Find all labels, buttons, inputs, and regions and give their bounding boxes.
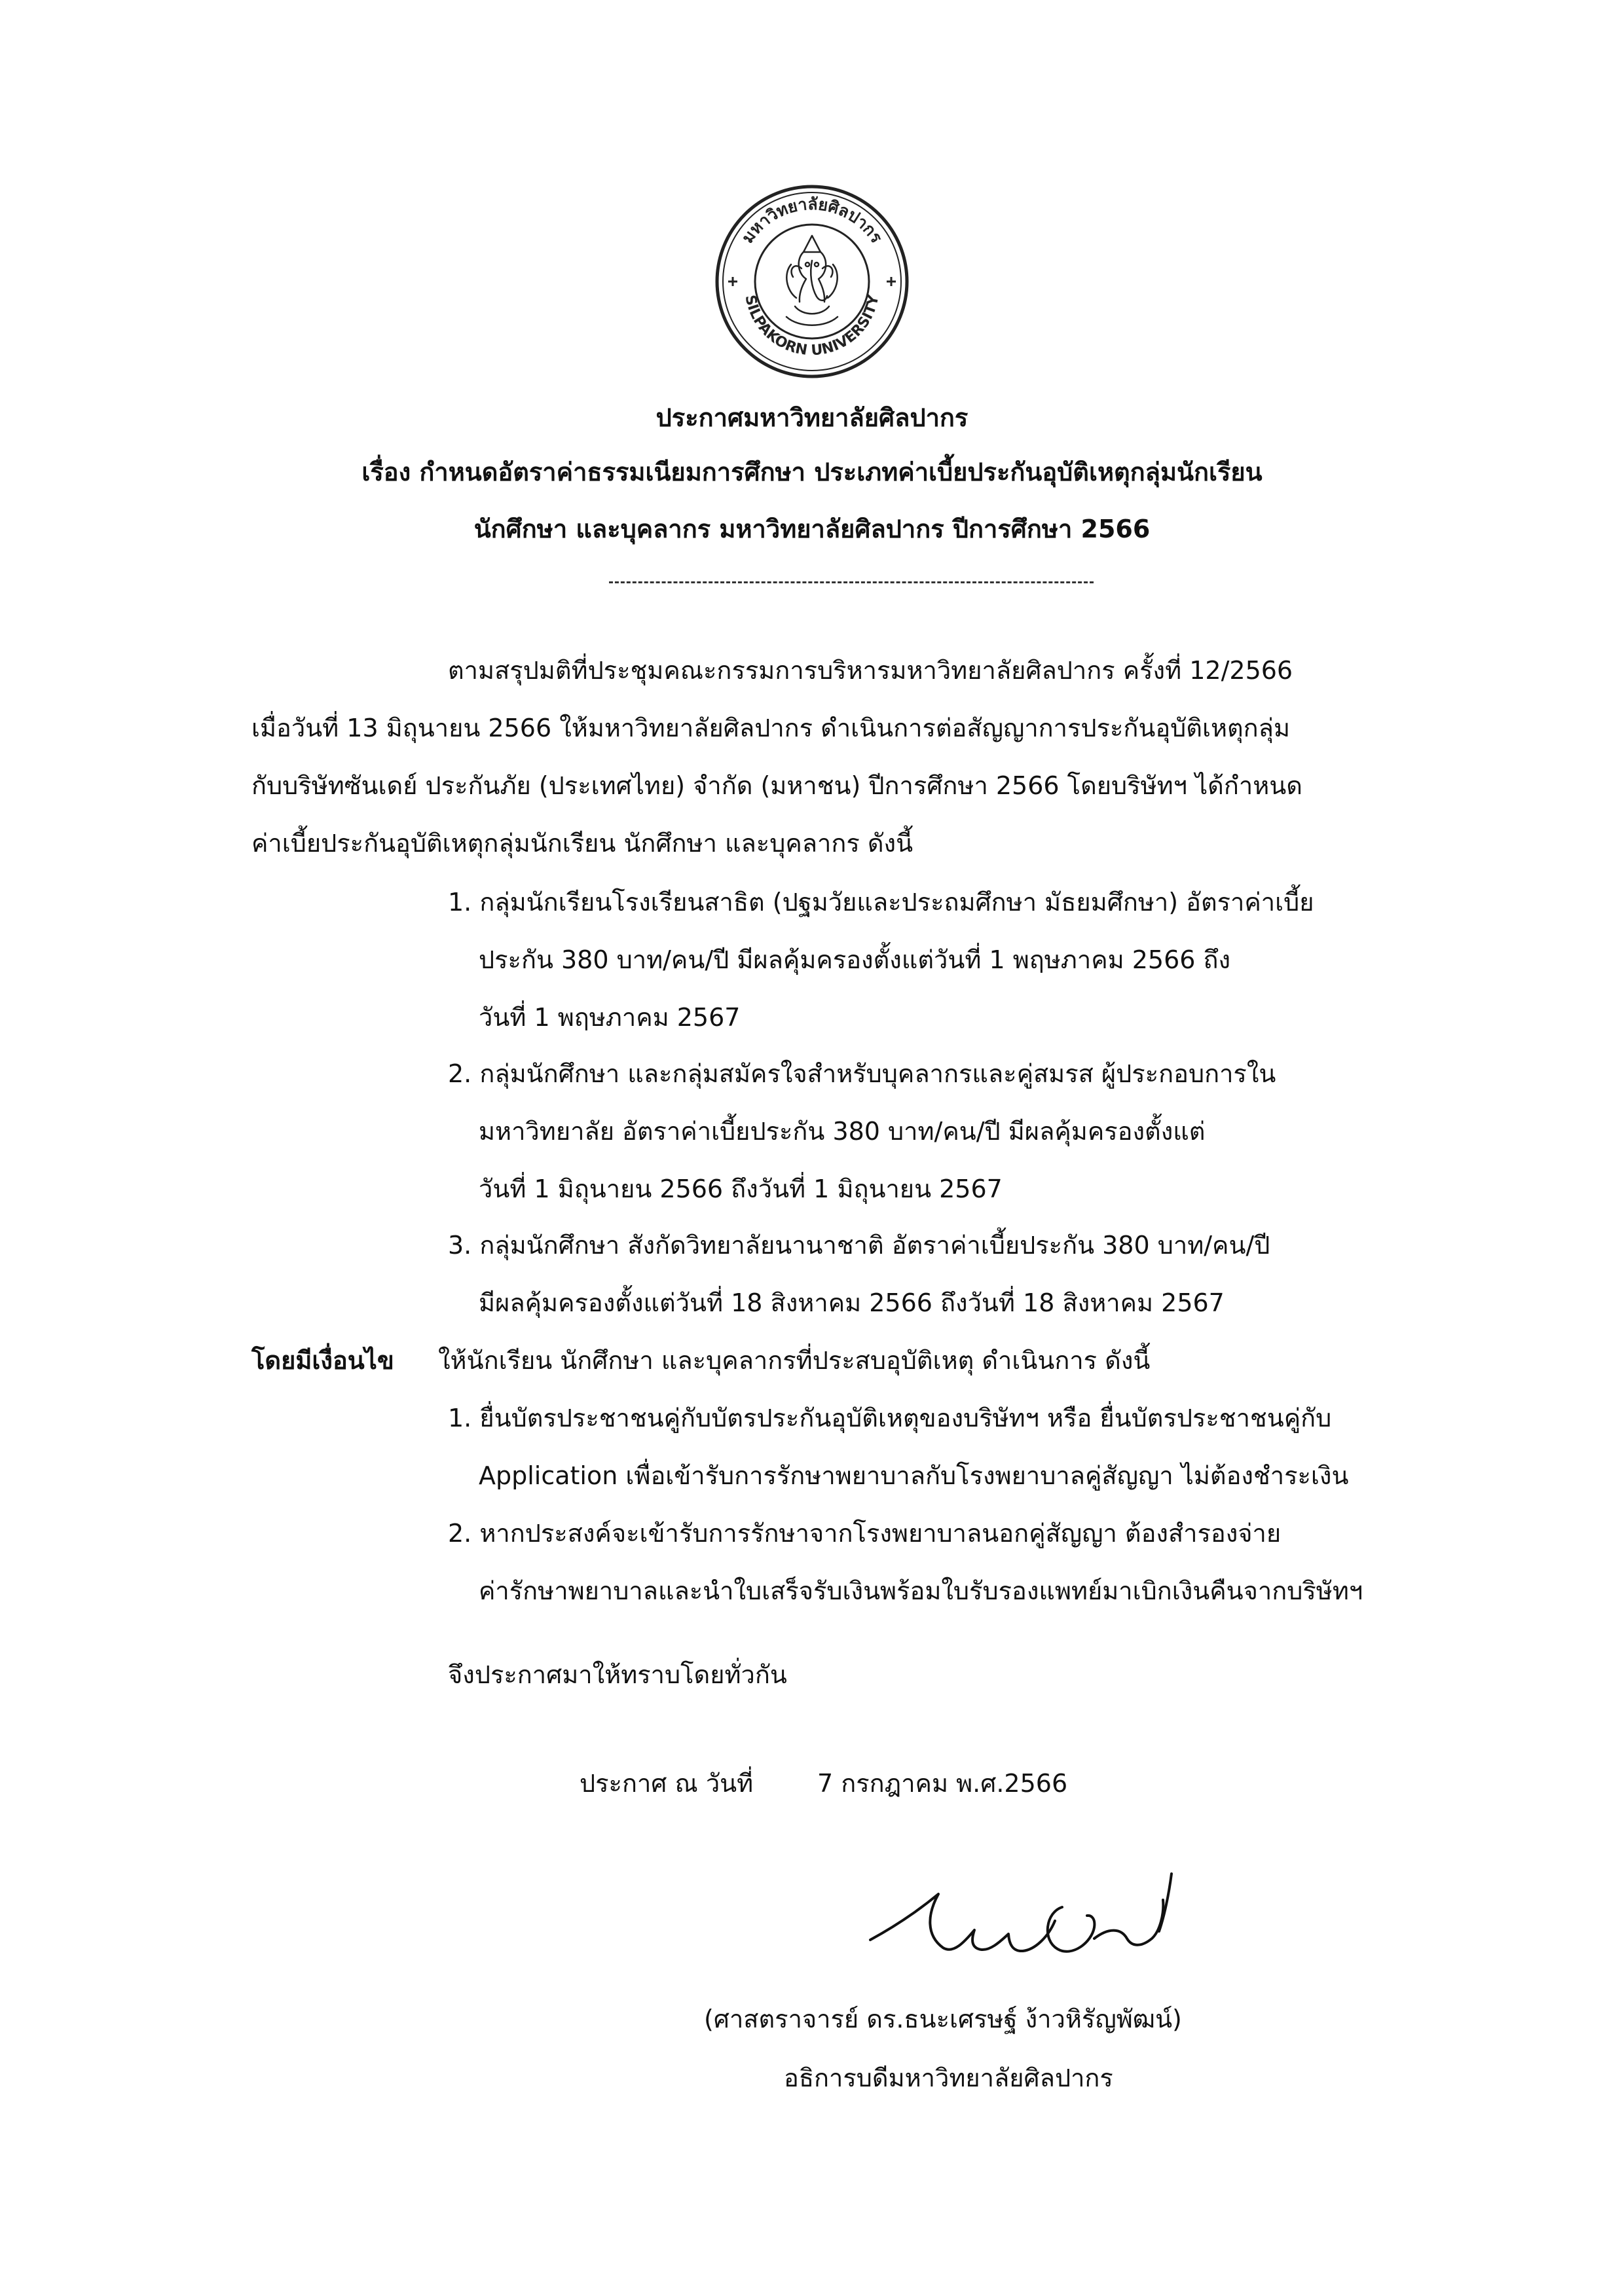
intro-line-2: เมื่อวันที่ 13 มิถุนายน 2566 ให้มหาวิทยาลัยศิลปากร ดำเนินการต่อสัญญาการประกันอุบัติเหตุกลุ่ม [251,714,1291,742]
announcement-subject-line-2: นักศึกษา และบุคลากร มหาวิทยาลัยศิลปากร ปีการศึกษา 2566 [473,515,1151,543]
condition-text: ให้นักเรียน นักศึกษา และบุคลากรที่ประสบอุบัติเหตุ ดำเนินการ ดังนี้ [438,1346,1151,1375]
signature [861,1863,1182,1980]
announcement-subject-line-1: เรื่อง กำหนดอัตราค่าธรรมเนียมการศึกษา ประเภทค่าเบี้ยประกันอุบัติเหตุกลุ่มนักเรียน [361,458,1263,486]
item-2-line-3: วันที่ 1 มิถุนายน 2566 ถึงวันที่ 1 มิถุนายน 2567 [479,1175,1003,1203]
condition-label: โดยมีเงื่อนไข [251,1346,394,1375]
intro-line-3: กับบริษัทซันเดย์ ประกันภัย (ประเทศไทย) จำกัด (มหาชน) ปีการศึกษา 2566 โดยบริษัทฯ ได้กำหนด [251,771,1302,800]
intro-line-1: ตามสรุปมติที่ประชุมคณะกรรมการบริหารมหาวิทยาลัยศิลปากร ครั้งที่ 12/2566 [448,656,1293,685]
condition-1-line-1: 1. ยื่นบัตรประชาชนคู่กับบัตรประกันอุบัติเหตุของบริษัทฯ หรือ ยื่นบัตรประชาชนคู่กับ [448,1404,1332,1432]
item-3-line-2: มีผลคุ้มครองตั้งแต่วันที่ 18 สิงหาคม 2566 ถึงวันที่ 18 สิงหาคม 2567 [479,1288,1225,1317]
announcement-date-label: ประกาศ ณ วันที่ [580,1769,754,1798]
closing-statement: จึงประกาศมาให้ทราบโดยทั่วกัน [448,1660,787,1689]
item-1-line-1: 1. กลุ่มนักเรียนโรงเรียนสาธิต (ปฐมวัยและประถมศึกษา มัธยมศึกษา) อัตราค่าเบี้ย [448,888,1314,917]
announcement-date: 7 กรกฎาคม พ.ศ.2566 [817,1769,1068,1798]
university-seal-graphic [714,183,910,380]
item-1-line-2: ประกัน 380 บาท/คน/ปี มีผลคุ้มครองตั้งแต่วันที่ 1 พฤษภาคม 2566 ถึง [479,945,1231,974]
condition-2-line-1: 2. หากประสงค์จะเข้ารับการรักษาจากโรงพยาบาลนอกคู่สัญญา ต้องสำรองจ่าย [448,1519,1282,1548]
item-2-line-1: 2. กลุ่มนักศึกษา และกลุ่มสมัครใจสำหรับบุคลากรและคู่สมรส ผู้ประกอบการใน [448,1059,1276,1088]
announcement-heading: ประกาศมหาวิทยาลัยศิลปากร [655,403,969,432]
item-3-line-1: 3. กลุ่มนักศึกษา สังกัดวิทยาลัยนานาชาติ อัตราค่าเบี้ยประกัน 380 บาท/คน/ปี [448,1231,1270,1260]
heading-divider [609,581,1094,583]
item-1-line-3: วันที่ 1 พฤษภาคม 2567 [479,1003,741,1032]
condition-2-line-2: ค่ารักษาพยาบาลและนำใบเสร็จรับเงินพร้อมใบรับรองแพทย์มาเบิกเงินคืนจากบริษัทฯ [479,1576,1363,1605]
university-seal [714,183,910,380]
signer-name: (ศาสตราจารย์ ดร.ธนะเศรษฐ์ ง้าวหิรัญพัฒน์) [704,2005,1182,2033]
condition-1-line-2: Application เพื่อเข้ารับการรักษาพยาบาลกับโรงพยาบาลคู่สัญญา ไม่ต้องชำระเงิน [479,1461,1349,1490]
intro-line-4: ค่าเบี้ยประกันอุบัติเหตุกลุ่มนักเรียน นักศึกษา และบุคลากร ดังนี้ [251,829,913,858]
seal-thai-text: มหาวิทยาลัยศิลปากร [737,194,887,247]
item-2-line-2: มหาวิทยาลัย อัตราค่าเบี้ยประกัน 380 บาท/คน/ปี มีผลคุ้มครองตั้งแต่ [479,1117,1206,1146]
signature-graphic [861,1863,1182,1980]
seal-english-text: SILPAKORN UNIVERSITY [741,293,883,359]
signer-title: อธิการบดีมหาวิทยาลัยศิลปากร [784,2064,1113,2092]
